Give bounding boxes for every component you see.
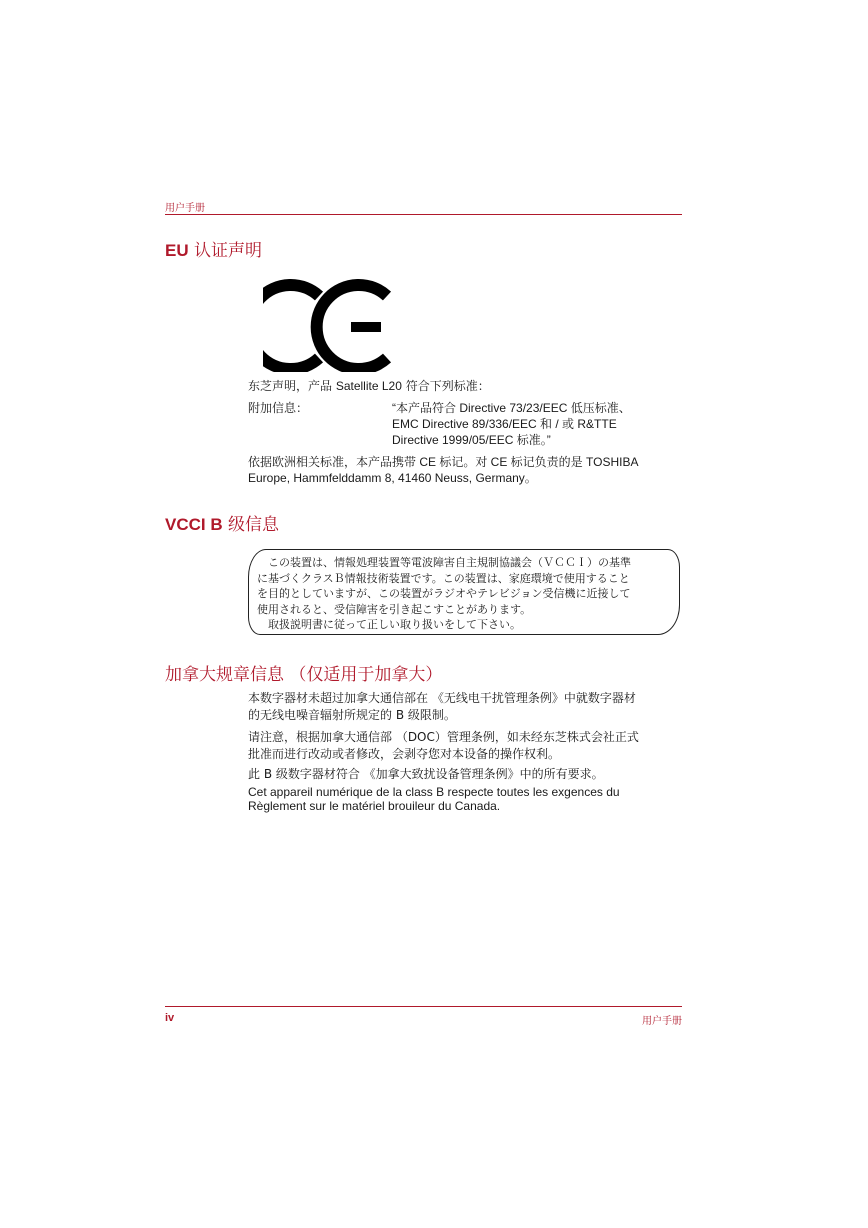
eu-ce-paragraph-line-1: 依据欧洲相关标准，本产品携带 CE 标记。对 CE 标记负责的是 TOSHIBA (248, 455, 639, 469)
eu-additional-label: 附加信息： (248, 401, 309, 415)
canada-p4-line-2: Règlement sur le matériel brouileur du Canada. (248, 799, 501, 813)
vcci-notice-line-1: この装置は、情報処理装置等電波障害自主規制協議会（ＶＣＣＩ）の基準 (257, 556, 631, 569)
canada-p3: 此 B 级数字器材符合 《加拿大致扰设备管理条例》中的所有要求。 (248, 767, 604, 781)
eu-additional-line-3: Directive 1999/05/EEC 标准。” (392, 433, 551, 447)
ce-mark-logo (263, 278, 393, 372)
eu-additional-line-1: “本产品符合 Directive 73/23/EEC 低压标准、 (392, 401, 631, 415)
eu-additional-line-2: EMC Directive 89/336/EEC 和 / 或 R&TTE (392, 417, 617, 431)
running-header: 用户手册 (165, 203, 205, 214)
vcci-heading (165, 510, 279, 535)
vcci-notice-box (248, 549, 680, 635)
canada-p1-line-2: 的无线电噪音辐射所规定的 B 级限制。 (248, 708, 456, 722)
vcci-heading-rest: 级信息 (222, 515, 280, 535)
vcci-notice-line-5: 取扱説明書に従って正しい取り扱いをして下さい。 (257, 618, 521, 631)
canada-p1-line-1: 本数字器材未超过加拿大通信部在 《无线电干扰管理条例》中就数字器材 (248, 691, 636, 705)
vcci-notice-line-3: を目的としていますが、この装置がラジオやテレビジョン受信機に近接して (257, 587, 631, 600)
canada-p2-line-2: 批准而进行改动或者修改，会剥夺您对本设备的操作权利。 (248, 747, 561, 761)
page-number: iv (165, 1012, 175, 1024)
canada-heading: 加拿大规章信息 （仅适用于加拿大） (165, 665, 443, 685)
canada-p2-line-1: 请注意，根据加拿大通信部 （DOC）管理条例，如未经东芝株式会社正式 (248, 730, 639, 744)
eu-product-name: Satellite L20 (335, 379, 402, 393)
vcci-heading-prefix: VCCI B (165, 515, 223, 534)
vcci-notice-line-2: に基づくクラスＢ情報技術装置です。この装置は、家庭環境で使用すること (257, 571, 630, 585)
eu-ce-paragraph-line-2: Europe, Hammfelddamm 8, 41460 Neuss, Germany。 (248, 471, 537, 485)
footer-rule (165, 1006, 682, 1007)
vcci-notice-line-4: 使用されると、受信障害を引き起こすことがあります。 (257, 602, 532, 616)
canada-p4-line-1: Cet appareil numérique de la class B respecte toutes les exgences du (248, 785, 620, 799)
eu-heading-rest: 认证声明 (188, 241, 263, 261)
eu-statement-pre: 东芝声明，产品 (248, 379, 336, 393)
eu-heading-prefix: EU (165, 241, 189, 260)
eu-statement-post: 符合下列标准： (401, 379, 490, 393)
eu-statement (248, 378, 490, 394)
header-rule (165, 214, 682, 215)
eu-heading (165, 236, 262, 261)
running-footer-title: 用户手册 (642, 1016, 682, 1027)
